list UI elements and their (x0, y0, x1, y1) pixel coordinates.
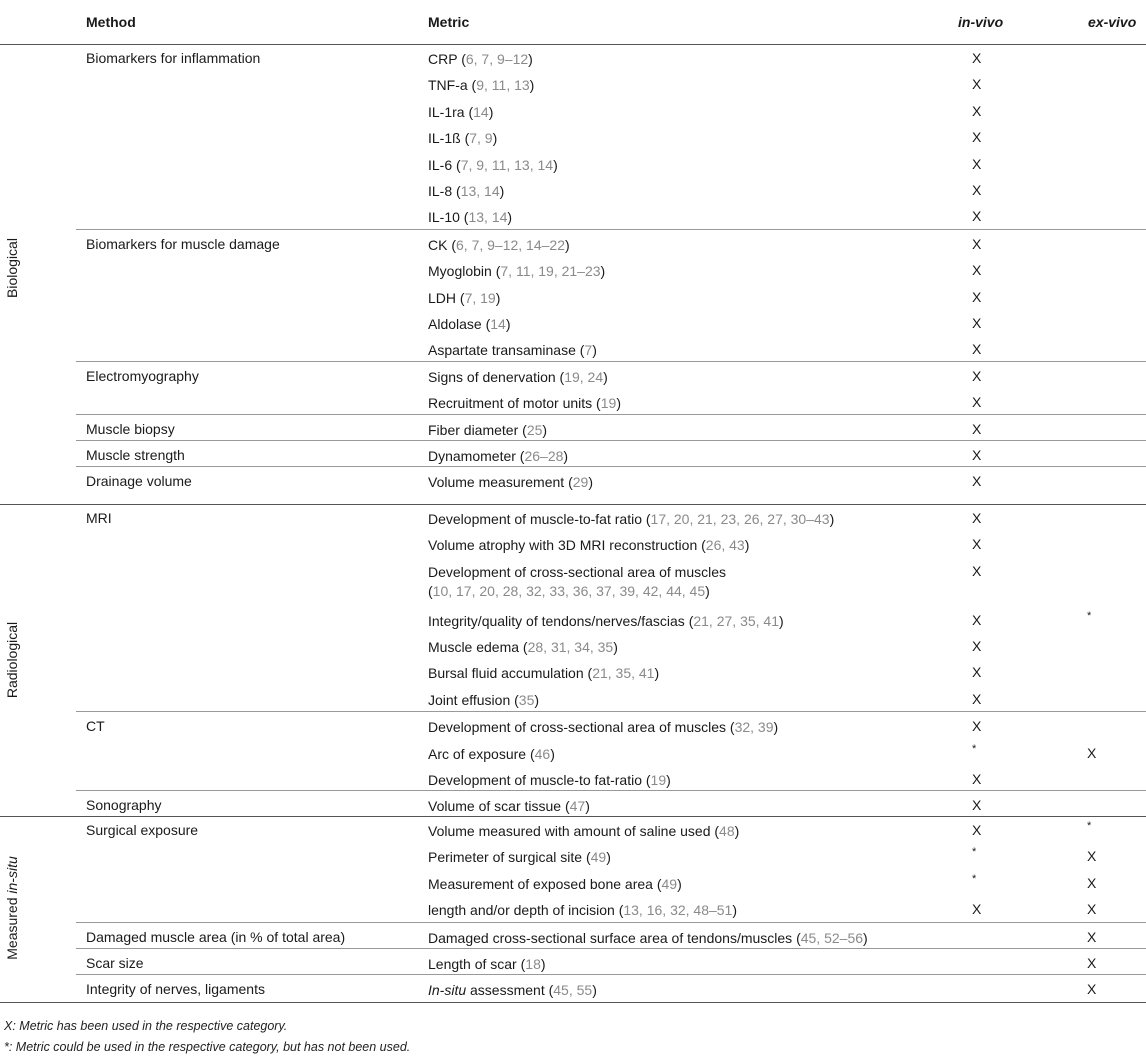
reference-numbers: 19 (600, 395, 617, 412)
reference-numbers: 9, 11, 13 (476, 77, 530, 94)
table-row (76, 895, 1146, 921)
reference-numbers: 26–28 (524, 448, 564, 464)
reference-numbers: 19 (650, 772, 667, 789)
reference-numbers: 13, 16, 32, 48–51 (623, 902, 733, 919)
method-block (76, 974, 1146, 1001)
metric-cell: TNF-a (9, 11, 13) (428, 77, 535, 94)
in-vivo-mark: * (972, 872, 977, 885)
table-row (76, 504, 1146, 530)
method-name: Sonography (86, 797, 162, 814)
in-vivo-mark: * (972, 846, 977, 859)
table-row (76, 362, 1146, 388)
reference-numbers: 19, 24 (564, 368, 604, 385)
reference-numbers: 7, 9, 11, 13, 14 (460, 156, 554, 173)
metric-cell: Development of cross-sectional area of muscles (10, 17, 20, 28, 32, 33, 36, 37, 39, 42, 44, 45) (428, 563, 727, 599)
in-vivo-mark: X (972, 102, 982, 119)
reference-numbers: 18 (525, 956, 541, 972)
table-row (76, 606, 1146, 632)
in-vivo-mark: X (972, 611, 982, 628)
group-1 (0, 504, 1146, 817)
in-vivo-mark: X (972, 420, 982, 437)
reference-numbers: 45, 52–56 (800, 929, 864, 946)
footnote-star: *: Metric could be used in the respective category, but has not been used. (4, 1040, 411, 1054)
table-row (76, 712, 1146, 738)
in-vivo-mark: X (972, 76, 982, 93)
table-row (76, 335, 1146, 361)
in-vivo-mark: X (972, 314, 982, 331)
in-vivo-mark: X (972, 394, 982, 411)
table-row (76, 765, 1146, 791)
reference-numbers: 7 (584, 342, 593, 359)
in-vivo-mark: X (972, 182, 982, 198)
reference-numbers: 21, 35, 41 (592, 665, 655, 682)
metric-cell: Damaged cross-sectional surface area of tendons/muscles (45, 52–56) (428, 929, 868, 946)
metric-cell: IL-1ra (14) (428, 103, 494, 120)
in-vivo-mark: X (972, 235, 982, 252)
ex-vivo-mark: X (1087, 848, 1097, 865)
table-row (76, 467, 1146, 493)
method-name: Damaged muscle area (in % of total area) (86, 928, 346, 945)
table-row (76, 70, 1146, 96)
table-row (76, 441, 1146, 467)
metric-cell: IL-10 (13, 14) (428, 209, 513, 226)
in-vivo-mark: X (972, 50, 982, 66)
in-vivo-mark: X (972, 690, 982, 707)
table-row (76, 44, 1146, 70)
reference-numbers: 45, 55 (553, 982, 593, 999)
metric-cell: Signs of denervation (19, 24) (428, 368, 608, 385)
reference-numbers: 35 (518, 691, 535, 708)
in-vivo-mark: X (972, 262, 982, 279)
reference-numbers: 7, 19 (464, 289, 496, 306)
in-vivo-mark: X (972, 536, 982, 553)
table-row (76, 123, 1146, 149)
method-name: Scar size (86, 955, 144, 971)
ex-vivo-mark: * (1087, 609, 1092, 622)
metric-cell: Integrity/quality of tendons/nerves/fascias (21, 27, 35, 41) (428, 612, 784, 629)
metric-cell: Bursal fluid accumulation (21, 35, 41) (428, 665, 660, 682)
reference-numbers: 13, 14 (468, 209, 508, 226)
header-in-vivo: in-vivo (958, 14, 1004, 30)
header-method: Method (86, 14, 136, 30)
metric-cell: LDH (7, 19) (428, 289, 501, 306)
method-name: Drainage volume (86, 473, 192, 490)
table-row (76, 658, 1146, 684)
reference-numbers: 10, 17, 20, 28, 32, 33, 36, 37, 39, 42, 44, 45 (432, 582, 706, 599)
in-vivo-mark: X (972, 718, 982, 735)
reference-numbers: 47 (569, 798, 586, 815)
method-name: Muscle biopsy (86, 420, 175, 437)
metric-cell: Volume measured with amount of saline used (48) (428, 823, 740, 839)
ex-vivo-mark: X (1087, 981, 1097, 998)
metric-cell: Perimeter of surgical site (49) (428, 849, 611, 866)
metric-cell: CK (6, 7, 9–12, 14–22) (428, 236, 570, 253)
reference-numbers: 48 (719, 823, 735, 839)
metric-cell: IL-1ß (7, 9) (428, 130, 498, 147)
table-row (76, 791, 1146, 817)
metric-cell: Fiber diameter (25) (428, 421, 548, 438)
method-block (76, 948, 1146, 975)
in-vivo-mark: X (972, 367, 982, 384)
reference-numbers: 32, 39 (734, 719, 774, 736)
metric-cell: Muscle edema (28, 31, 34, 35) (428, 639, 618, 656)
metric-cell: Measurement of exposed bone area (49) (428, 875, 682, 892)
reference-numbers: 14 (490, 315, 506, 332)
footnote-x: X: Metric has been used in the respective category. (4, 1019, 288, 1033)
table-row (76, 632, 1146, 658)
ex-vivo-mark: X (1087, 928, 1097, 945)
method-block (76, 816, 1146, 922)
metric-cell: Joint effusion (35) (428, 691, 540, 708)
in-vivo-mark: X (972, 447, 982, 463)
metric-cell: Volume of scar tissue (47) (428, 798, 590, 815)
metric-cell: Aldolase (14) (428, 315, 511, 332)
metric-cell: Length of scar (18) (428, 956, 546, 972)
metric-cell: length and/or depth of incision (13, 16, 32, 48–51) (428, 902, 738, 919)
method-block (76, 466, 1146, 493)
table-row (76, 975, 1146, 1001)
metric-cell: Development of muscle-to fat-ratio (19) (428, 772, 671, 789)
table-row (76, 923, 1146, 949)
table-row (76, 816, 1146, 842)
method-block (76, 229, 1146, 362)
ex-vivo-mark: X (1087, 901, 1097, 918)
header-metric: Metric (428, 14, 470, 30)
table-row (76, 202, 1146, 228)
ex-vivo-mark: X (1087, 744, 1097, 761)
table-row (76, 256, 1146, 282)
reference-numbers: 13, 14 (460, 183, 500, 199)
method-name: Electromyography (86, 367, 199, 384)
metric-cell: IL-8 (13, 14) (428, 183, 505, 199)
table-row (76, 283, 1146, 309)
table-row (76, 739, 1146, 765)
reference-numbers: 46 (534, 745, 551, 762)
in-vivo-mark: X (972, 288, 982, 305)
method-name: CT (86, 718, 105, 735)
method-name: Biomarkers for inflammation (86, 50, 261, 66)
metric-cell: Myoglobin (7, 11, 19, 21–23) (428, 263, 606, 280)
reference-numbers: 28, 31, 34, 35 (527, 639, 614, 656)
in-vivo-mark: X (972, 129, 982, 146)
group-label: Radiological (4, 622, 20, 699)
method-name: MRI (86, 510, 112, 526)
method-block (76, 44, 1146, 229)
in-vivo-mark: X (972, 797, 982, 814)
metric-cell: CRP (6, 7, 9–12) (428, 51, 533, 67)
reference-numbers: 29 (572, 474, 589, 491)
in-vivo-mark: X (972, 341, 982, 358)
in-vivo-mark: X (972, 901, 982, 918)
table-row (76, 309, 1146, 335)
in-vivo-mark: X (972, 473, 982, 490)
metric-cell: In-situ assessment (45, 55) (428, 982, 597, 999)
header-ex-vivo: ex-vivo (1088, 14, 1137, 30)
reference-numbers: 6, 7, 9–12, 14–22 (456, 236, 565, 253)
reference-numbers: 25 (526, 421, 543, 438)
method-name: Surgical exposure (86, 822, 199, 838)
table-row (76, 530, 1146, 556)
table-row (76, 415, 1146, 441)
table-row (76, 685, 1146, 711)
metric-cell: Recruitment of motor units (19) (428, 395, 621, 412)
reference-numbers: 21, 27, 35, 41 (693, 612, 779, 629)
method-block (76, 922, 1146, 949)
in-vivo-mark: X (972, 208, 982, 225)
in-vivo-mark: X (972, 562, 982, 579)
metric-cell: Development of muscle-to-fat ratio (17, 20, 21, 23, 26, 27, 30–43) (428, 511, 835, 527)
reference-numbers: 7, 11, 19, 21–23 (500, 263, 601, 280)
table-row (76, 842, 1146, 868)
reference-numbers: 26, 43 (705, 537, 745, 554)
method-name: Integrity of nerves, ligaments (86, 981, 265, 998)
method-block (76, 711, 1146, 791)
table-row (76, 230, 1146, 256)
method-block (76, 361, 1146, 415)
in-vivo-mark: X (972, 155, 982, 172)
table-header (0, 0, 1146, 45)
group-label: Biological (4, 238, 20, 299)
table-row (76, 557, 1146, 606)
in-vivo-mark: X (972, 664, 982, 681)
method-block (76, 790, 1146, 817)
table-row (76, 388, 1146, 414)
method-block (76, 440, 1146, 467)
group-label: Measured in-situ (4, 856, 20, 961)
metric-cell: Aspartate transaminase (7) (428, 342, 597, 359)
reference-numbers: 49 (590, 849, 607, 866)
group-2 (0, 816, 1146, 1003)
in-vivo-mark: X (972, 822, 982, 838)
group-0 (0, 44, 1146, 505)
reference-numbers: 7, 9 (469, 130, 493, 147)
reference-numbers: 14 (473, 103, 489, 120)
reference-numbers: 17, 20, 21, 23, 26, 27, 30–43 (650, 511, 830, 527)
method-name: Biomarkers for muscle damage (86, 235, 280, 252)
ex-vivo-mark: * (1087, 820, 1092, 832)
method-block (76, 504, 1146, 711)
table-row (76, 176, 1146, 202)
in-vivo-mark: X (972, 510, 982, 526)
table-row (76, 869, 1146, 895)
metric-cell: Volume measurement (29) (428, 474, 593, 491)
reference-numbers: 49 (661, 875, 678, 892)
ex-vivo-mark: X (1087, 874, 1097, 891)
ex-vivo-mark: X (1087, 955, 1097, 971)
in-vivo-mark: X (972, 638, 982, 655)
table-row (76, 150, 1146, 176)
metric-cell: Volume atrophy with 3D MRI reconstruction (26, 43) (428, 537, 750, 554)
method-block (76, 414, 1146, 441)
table-row (76, 97, 1146, 123)
table-row (76, 949, 1146, 975)
in-vivo-mark: X (972, 771, 982, 788)
method-name: Muscle strength (86, 447, 185, 463)
in-vivo-mark: * (972, 742, 977, 755)
reference-numbers: 6, 7, 9–12 (465, 51, 529, 67)
metric-cell: Development of cross-sectional area of muscles (32, 39) (428, 719, 779, 736)
metric-cell: Dynamometer (26–28) (428, 448, 569, 464)
metric-cell: IL-6 (7, 9, 11, 13, 14) (428, 156, 558, 173)
metric-cell: Arc of exposure (46) (428, 745, 555, 762)
